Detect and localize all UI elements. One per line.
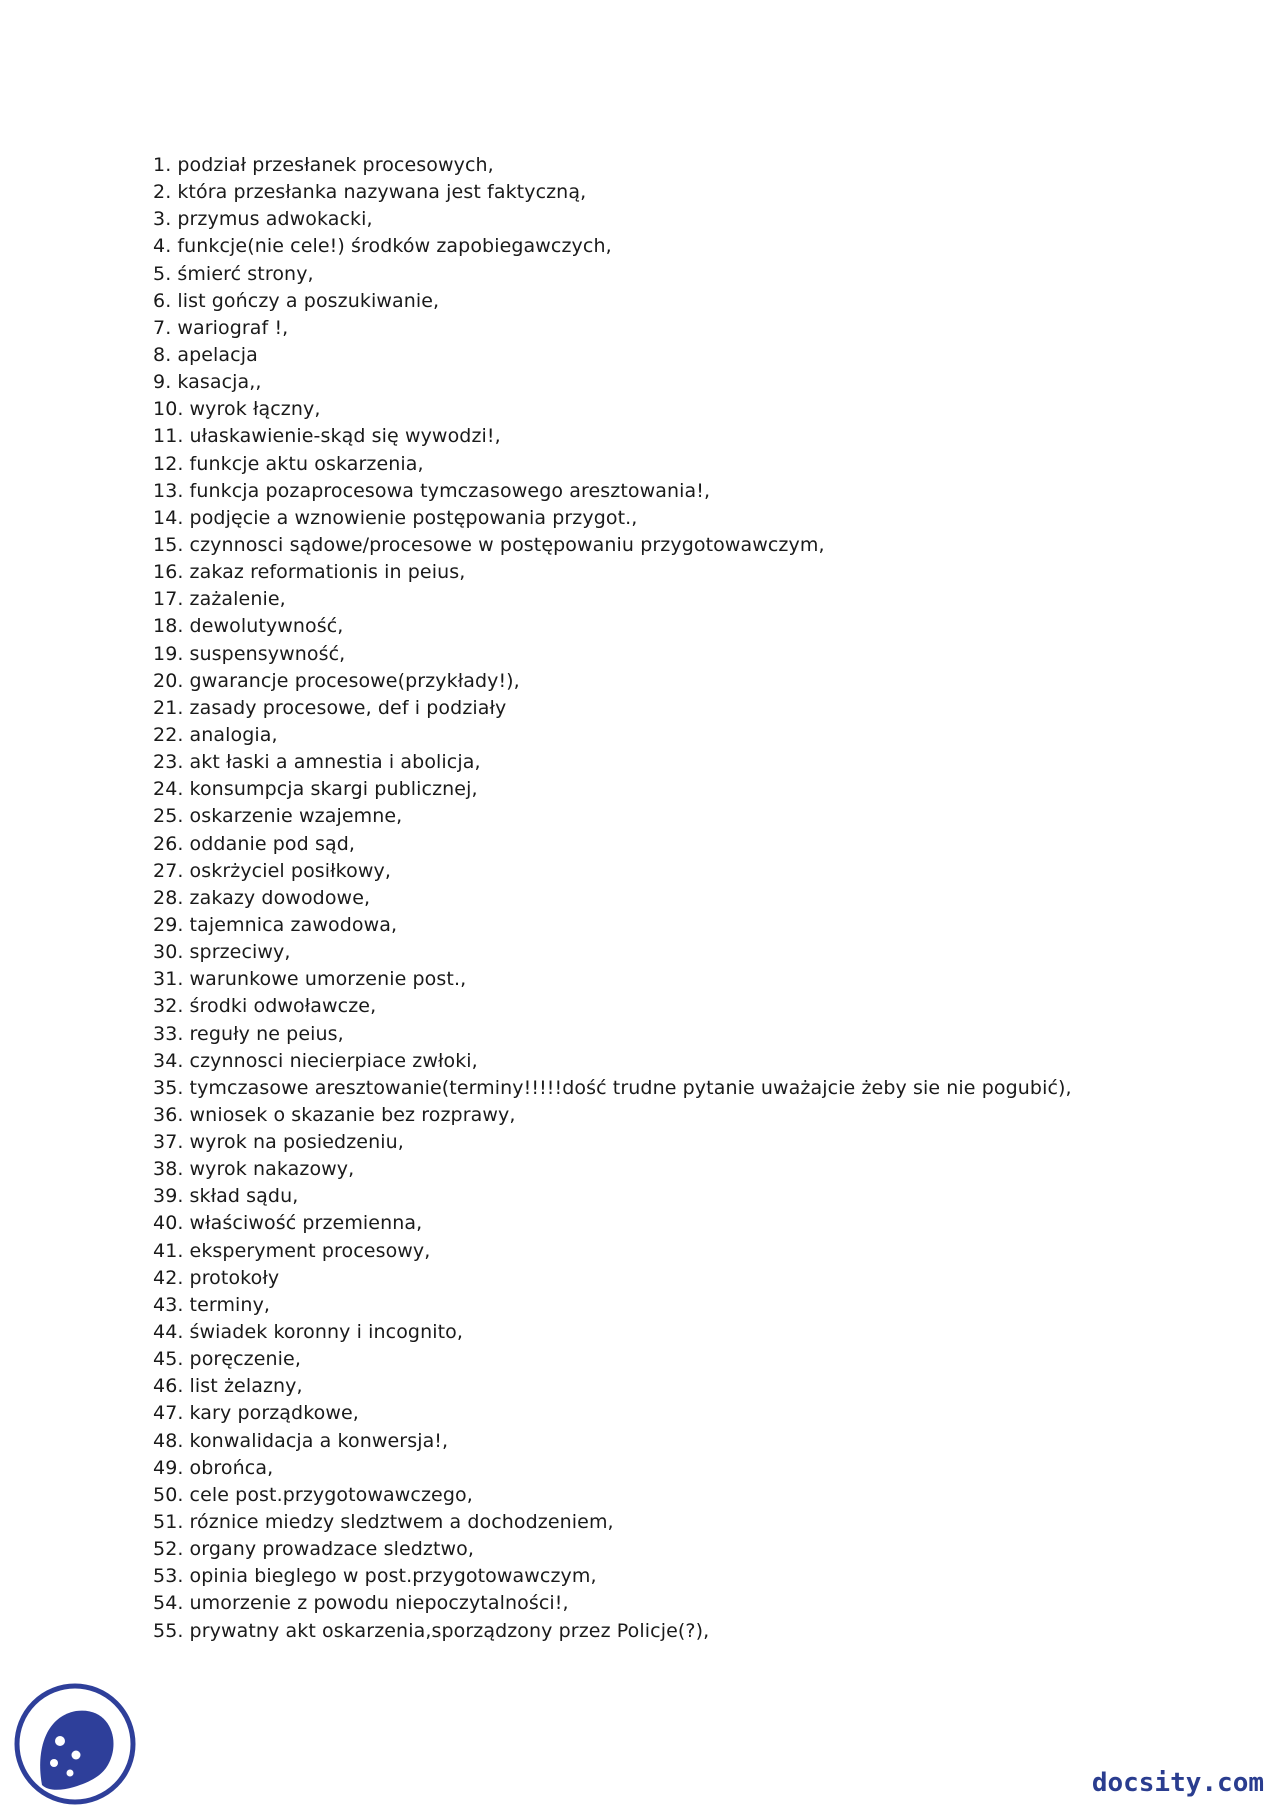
list-item-number: 46. — [153, 1375, 184, 1398]
list-item-text: funkcja pozaprocesowa tymczasowego aresztowania!, — [189, 479, 711, 502]
list-item-number: 53. — [153, 1565, 184, 1588]
list-item-text: poręczenie, — [189, 1348, 301, 1371]
list-item-number: 51. — [153, 1511, 184, 1534]
list-item-text: zakaz reformationis in peius, — [189, 561, 466, 584]
list-item-text: skład sądu, — [189, 1185, 299, 1208]
list-item-number: 10. — [153, 398, 184, 421]
list-item-number: 3. — [153, 208, 172, 231]
list-item — [153, 1590, 1072, 1617]
list-item — [153, 559, 1072, 586]
list-item-number: 27. — [153, 859, 184, 882]
list-item — [153, 1265, 1072, 1292]
list-item — [153, 695, 1072, 722]
list-item-number: 38. — [153, 1158, 184, 1181]
list-item-number: 41. — [153, 1239, 184, 1262]
list-item-number: 55. — [153, 1619, 184, 1642]
list-item — [153, 1618, 1072, 1645]
list-item — [153, 912, 1072, 939]
list-item-text: środki odwoławcze, — [189, 995, 377, 1018]
list-item-text: dewolutywność, — [189, 615, 344, 638]
list-item-number: 11. — [153, 425, 184, 448]
list-item — [153, 261, 1072, 288]
list-item-number: 21. — [153, 696, 184, 719]
list-item — [153, 858, 1072, 885]
list-item-number: 42. — [153, 1266, 184, 1289]
list-item — [153, 179, 1072, 206]
list-item-number: 49. — [153, 1456, 184, 1479]
list-item — [153, 1210, 1072, 1237]
list-item-text: opinia bieglego w post.przygotowawczym, — [189, 1565, 597, 1588]
list-item — [153, 1183, 1072, 1210]
list-item-text: apelacja — [177, 343, 258, 366]
list-item-text: organy prowadzace sledztwo, — [189, 1538, 475, 1561]
list-item-text: ułaskawienie-skąd się wywodzi!, — [189, 425, 501, 448]
list-item-text: zażalenie, — [189, 588, 286, 611]
list-item-text: funkcje aktu oskarzenia, — [189, 452, 424, 475]
list-item-text: przymus adwokacki, — [177, 208, 373, 231]
list-item-number: 29. — [153, 913, 184, 936]
list-item — [153, 369, 1072, 396]
list-item-text: oskarzenie wzajemne, — [189, 805, 403, 828]
list-item-number: 35. — [153, 1076, 184, 1099]
list-item — [153, 1156, 1072, 1183]
list-item-text: zakazy dowodowe, — [189, 886, 371, 909]
list-item-text: eksperyment procesowy, — [189, 1239, 431, 1262]
list-item-text: terminy, — [189, 1293, 271, 1316]
list-item-text: kary porządkowe, — [189, 1402, 359, 1425]
list-item-text: umorzenie z powodu niepoczytalności!, — [189, 1592, 569, 1615]
list-item-number: 37. — [153, 1131, 184, 1154]
list-item-number: 48. — [153, 1429, 184, 1452]
list-item — [153, 586, 1072, 613]
list-item — [153, 206, 1072, 233]
list-item-text: wyrok łączny, — [189, 398, 321, 421]
list-item-number: 14. — [153, 506, 184, 529]
list-item — [153, 749, 1072, 776]
list-item — [153, 831, 1072, 858]
list-item-number: 20. — [153, 669, 184, 692]
list-item-number: 25. — [153, 805, 184, 828]
list-item-number: 1. — [153, 154, 172, 176]
list-item — [153, 451, 1072, 478]
list-item-number: 6. — [153, 289, 172, 312]
list-item-text: list żelazny, — [189, 1375, 303, 1398]
list-item — [153, 1373, 1072, 1400]
list-item-number: 34. — [153, 1049, 184, 1072]
list-item-number: 12. — [153, 452, 184, 475]
list-item — [153, 288, 1072, 315]
list-item — [153, 1482, 1072, 1509]
list-item — [153, 939, 1072, 966]
list-item — [153, 613, 1072, 640]
list-item-text: śmierć strony, — [177, 262, 314, 285]
docsity-brand-link[interactable]: docsity.com — [1091, 1768, 1264, 1798]
list-item-text: gwarancje procesowe(przykłady!), — [189, 669, 520, 692]
list-item — [153, 1400, 1072, 1427]
list-item-text: która przesłanka nazywana jest faktyczną, — [177, 181, 587, 204]
list-item-text: funkcje(nie cele!) środków zapobiegawczych, — [177, 235, 612, 258]
list-item — [153, 1509, 1072, 1536]
list-item — [153, 1428, 1072, 1455]
list-item-number: 52. — [153, 1538, 184, 1561]
docsity-logo-icon — [14, 1683, 136, 1805]
list-item-number: 18. — [153, 615, 184, 638]
list-item-number: 9. — [153, 371, 172, 394]
list-item — [153, 1129, 1072, 1156]
list-item — [153, 993, 1072, 1020]
list-item-number: 43. — [153, 1293, 184, 1316]
list-item-number: 36. — [153, 1103, 184, 1126]
list-item-text: podjęcie a wznowienie postępowania przygot., — [189, 506, 638, 529]
list-item — [153, 1292, 1072, 1319]
list-item — [153, 1102, 1072, 1129]
list-item — [153, 1563, 1072, 1590]
list-item-number: 39. — [153, 1185, 184, 1208]
list-item — [153, 1346, 1072, 1373]
list-item-number: 24. — [153, 778, 184, 801]
list-item-text: reguły ne peius, — [189, 1022, 344, 1045]
list-item — [153, 315, 1072, 342]
list-item-number: 45. — [153, 1348, 184, 1371]
list-item-text: wyrok na posiedzeniu, — [189, 1131, 404, 1154]
list-item — [153, 803, 1072, 830]
list-item-text: konsumpcja skargi publicznej, — [189, 778, 478, 801]
list-item-text: zasady procesowe, def i podziały — [189, 696, 507, 719]
list-item-number: 17. — [153, 588, 184, 611]
list-item — [153, 505, 1072, 532]
list-item-number: 5. — [153, 262, 172, 285]
list-item-number: 2. — [153, 181, 172, 204]
list-item-text: czynnosci sądowe/procesowe w postępowaniu przygotowawczym, — [189, 533, 825, 556]
list-item-number: 30. — [153, 941, 184, 964]
list-item-number: 23. — [153, 751, 184, 774]
list-item — [153, 342, 1072, 369]
list-item-number: 33. — [153, 1022, 184, 1045]
list-item — [153, 641, 1072, 668]
list-item-text: czynnosci niecierpiace zwłoki, — [189, 1049, 478, 1072]
list-item-text: podział przesłanek procesowych, — [177, 154, 494, 176]
list-item-number: 16. — [153, 561, 184, 584]
list-item-text: róznice miedzy sledztwem a dochodzeniem, — [189, 1511, 614, 1534]
list-item — [153, 233, 1072, 260]
list-item-number: 50. — [153, 1483, 184, 1506]
list-item-text: wariograf !, — [177, 316, 289, 339]
list-item-text: wyrok nakazowy, — [189, 1158, 355, 1181]
list-item-number: 7. — [153, 316, 172, 339]
list-item — [153, 885, 1072, 912]
list-item — [153, 1455, 1072, 1482]
list-item — [153, 396, 1072, 423]
list-item-text: tymczasowe aresztowanie(terminy!!!!!dość trudne pytanie uważajcie żeby sie nie pogubić), — [189, 1076, 1072, 1099]
list-item — [153, 478, 1072, 505]
list-item-text: protokoły — [189, 1266, 280, 1289]
list-item-number: 28. — [153, 886, 184, 909]
list-item — [153, 668, 1072, 695]
list-item-text: akt łaski a amnestia i abolicja, — [189, 751, 481, 774]
list-item-number: 31. — [153, 968, 184, 991]
exam-question-list — [153, 152, 1072, 1645]
list-item — [153, 966, 1072, 993]
list-item-text: właściwość przemienna, — [189, 1212, 423, 1235]
list-item-number: 4. — [153, 235, 172, 258]
list-item-number: 40. — [153, 1212, 184, 1235]
list-item-text: cele post.przygotowawczego, — [189, 1483, 473, 1506]
list-item-text: tajemnica zawodowa, — [189, 913, 398, 936]
list-item-text: oskrżyciel posiłkowy, — [189, 859, 391, 882]
list-item — [153, 1075, 1072, 1102]
list-item-number: 32. — [153, 995, 184, 1018]
list-item-text: analogia, — [189, 723, 278, 746]
list-item-text: konwalidacja a konwersja!, — [189, 1429, 449, 1452]
list-item-number: 22. — [153, 723, 184, 746]
list-item — [153, 1238, 1072, 1265]
list-item-number: 19. — [153, 642, 184, 665]
list-item-text: prywatny akt oskarzenia,sporządzony przez Policje(?), — [189, 1619, 710, 1642]
list-item — [153, 423, 1072, 450]
list-item-number: 8. — [153, 343, 172, 366]
list-item-number: 13. — [153, 479, 184, 502]
list-item — [153, 532, 1072, 559]
list-item-number: 54. — [153, 1592, 184, 1615]
list-item-number: 44. — [153, 1321, 184, 1344]
list-item — [153, 776, 1072, 803]
list-item-text: list gończy a poszukiwanie, — [177, 289, 440, 312]
list-item-text: sprzeciwy, — [189, 941, 291, 964]
list-item — [153, 1048, 1072, 1075]
list-item-number: 47. — [153, 1402, 184, 1425]
list-item — [153, 1536, 1072, 1563]
list-item-text: kasacja,, — [177, 371, 262, 394]
list-item-text: obrońca, — [189, 1456, 274, 1479]
list-item-text: suspensywność, — [189, 642, 346, 665]
list-item — [153, 152, 1072, 179]
list-item-text: warunkowe umorzenie post., — [189, 968, 467, 991]
list-item-number: 26. — [153, 832, 184, 855]
list-item — [153, 1021, 1072, 1048]
list-item-text: świadek koronny i incognito, — [189, 1321, 464, 1344]
list-item-text: wniosek o skazanie bez rozprawy, — [189, 1103, 516, 1126]
list-item-text: oddanie pod sąd, — [189, 832, 355, 855]
list-item-number: 15. — [153, 533, 184, 556]
list-item — [153, 1319, 1072, 1346]
list-item — [153, 722, 1072, 749]
